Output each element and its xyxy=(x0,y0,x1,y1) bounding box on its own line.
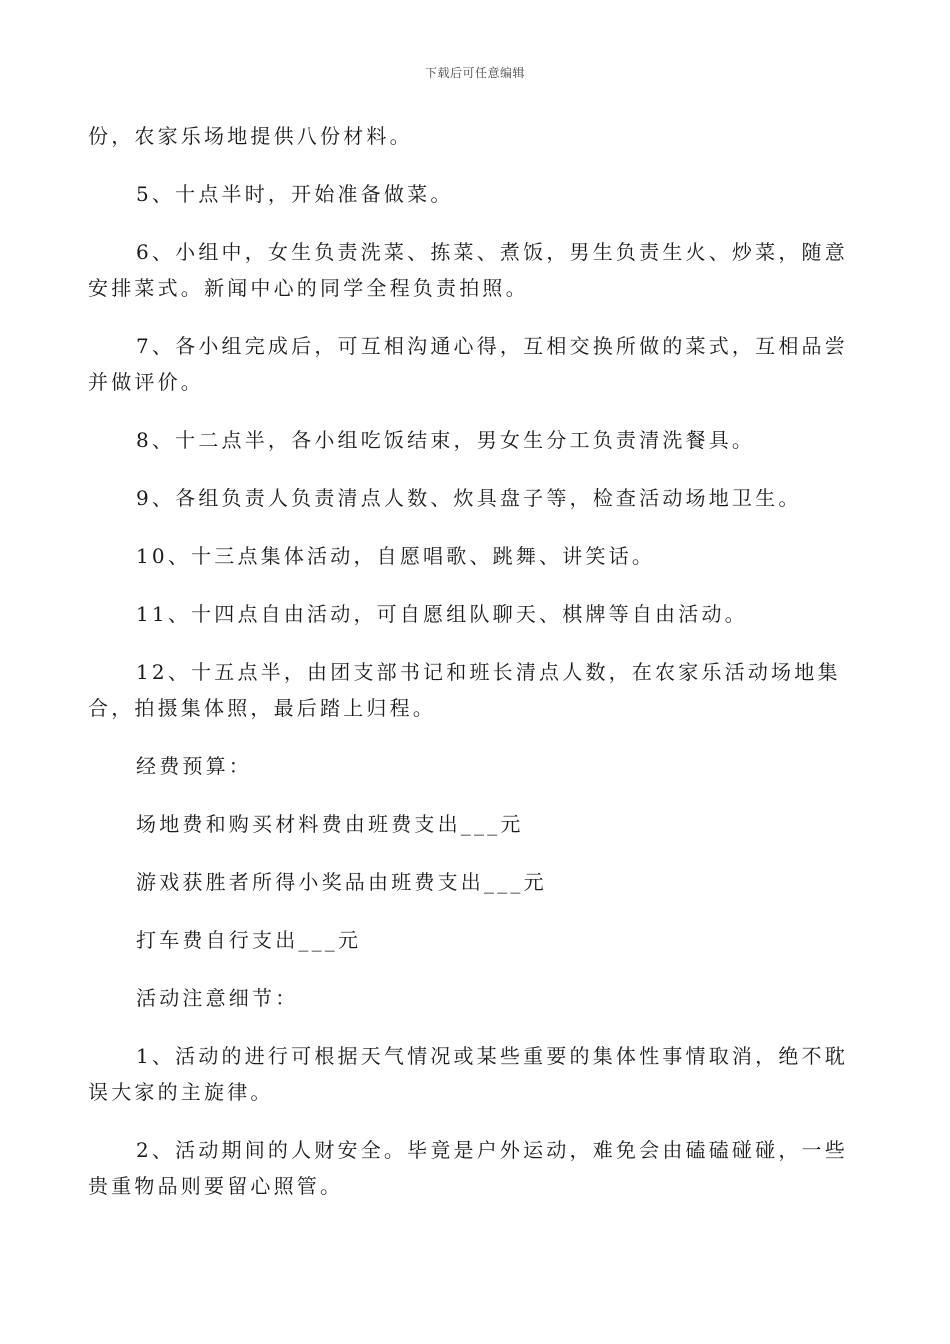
note-item-1: 1、活动的进行可根据天气情况或某些重要的集体性事情取消，绝不耽误大家的主旋律。 xyxy=(88,1044,848,1104)
paragraph-item-12: 12、十五点半，由团支部书记和班长清点人数，在农家乐活动场地集合，拍摄集体照，最后踏上归程。 xyxy=(88,660,841,720)
paragraph-item-8: 8、十二点半，各小组吃饭结束，男女生分工负责清洗餐具。 xyxy=(136,428,756,452)
note-item-2: 2、活动期间的人财安全。毕竟是户外运动，难免会由磕磕碰碰，一些贵重物品则要留心照管。 xyxy=(88,1138,848,1198)
paragraph-item-6: 6、小组中，女生负责洗菜、拣菜、煮饭，男生负责生火、炒菜，随意安排菜式。新闻中心的同学全程负责拍照。 xyxy=(88,240,848,300)
budget-prizes: 游戏获胜者所得小奖品由班费支出___元 xyxy=(136,870,547,894)
paragraph-item-10: 10、十三点集体活动，自愿唱歌、跳舞、讲笑话。 xyxy=(136,544,656,568)
budget-heading: 经费预算： xyxy=(136,754,252,778)
paragraph-item-11: 11、十四点自由活动，可自愿组队聊天、棋牌等自由活动。 xyxy=(136,602,748,626)
paragraph-continuation: 份，农家乐场地提供八份材料。 xyxy=(88,124,413,148)
budget-taxi: 打车费自行支出___元 xyxy=(136,928,362,952)
paragraph-item-9: 9、各组负责人负责清点人数、炊具盘子等，检查活动场地卫生。 xyxy=(136,486,802,510)
budget-venue-materials: 场地费和购买材料费由班费支出___元 xyxy=(136,812,524,836)
document-body xyxy=(88,118,862,1204)
page-header: 下载后可任意编辑 xyxy=(424,66,525,80)
paragraph-item-7: 7、各小组完成后，可互相沟通心得，互相交换所做的菜式，互相品尝并做评价。 xyxy=(88,334,848,394)
paragraph-item-5: 5、十点半时，开始准备做菜。 xyxy=(136,182,454,206)
notes-heading: 活动注意细节： xyxy=(136,986,299,1010)
